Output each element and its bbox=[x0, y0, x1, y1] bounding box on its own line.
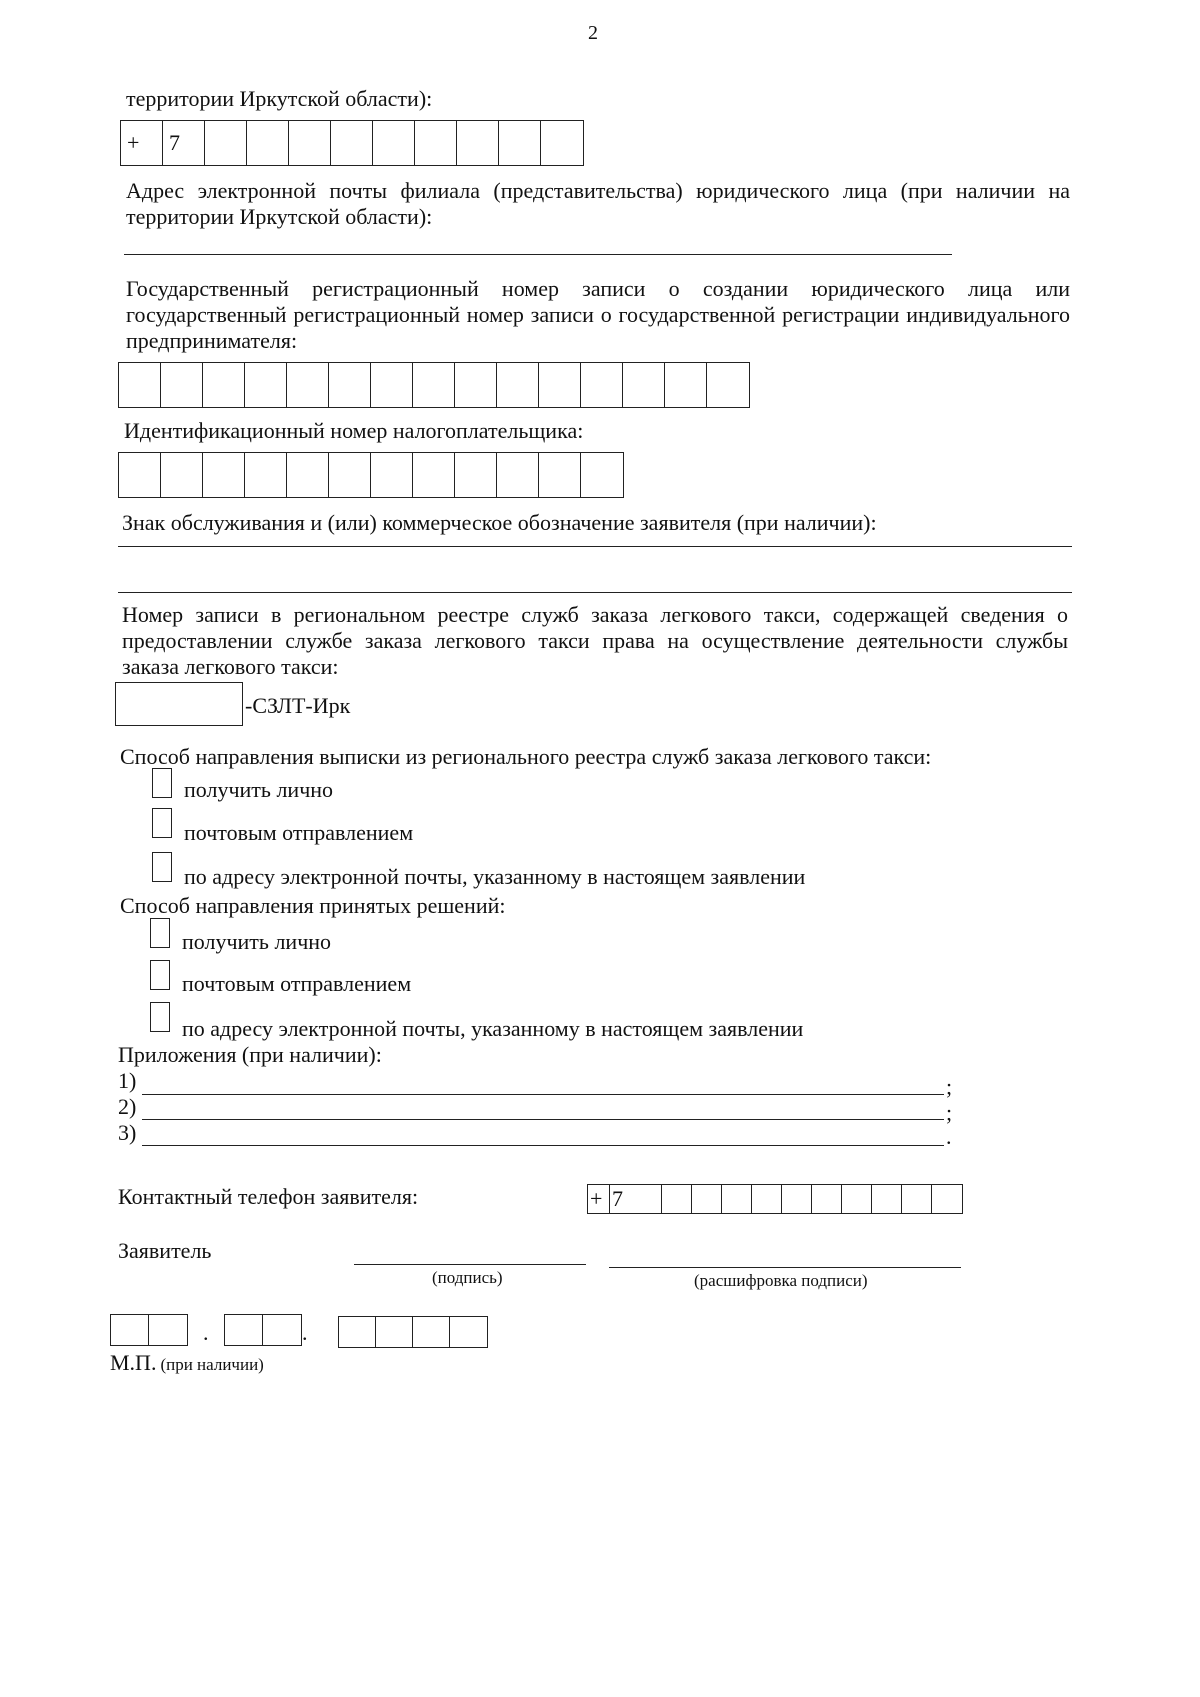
date-digit-cell[interactable] bbox=[339, 1317, 376, 1347]
phone-seven-cell: 7 bbox=[163, 121, 205, 165]
signature-caption: (подпись) bbox=[432, 1268, 503, 1287]
date-digit-cell[interactable] bbox=[225, 1315, 263, 1345]
ogrn-digit-cell[interactable] bbox=[455, 363, 497, 407]
attachments-label: Приложения (при наличии): bbox=[118, 1042, 382, 1067]
signature-decode-caption: (расшифровка подписи) bbox=[694, 1271, 868, 1290]
contact-phone-label: Контактный телефон заявителя: bbox=[118, 1184, 419, 1209]
stamp-note: (при наличии) bbox=[160, 1355, 264, 1374]
inn-digit-cell[interactable] bbox=[287, 453, 329, 497]
signature-input-line[interactable] bbox=[354, 1264, 586, 1265]
inn-digit-cell[interactable] bbox=[119, 453, 161, 497]
ogrn-digit-cell[interactable] bbox=[413, 363, 455, 407]
registry-label-line-1: Номер записи в региональном реестре служб заказа легкового такси, содержащей сведения о bbox=[122, 602, 1068, 627]
decision-option-checkbox[interactable] bbox=[150, 1002, 170, 1032]
inn-label: Идентификационный номер налогоплательщика: bbox=[124, 418, 584, 443]
ogrn-digit-cell[interactable] bbox=[245, 363, 287, 407]
decision-option-label: почтовым отправлением bbox=[182, 971, 412, 996]
trademark-input-line-1[interactable] bbox=[118, 546, 1072, 547]
ogrn-digit-cell[interactable] bbox=[581, 363, 623, 407]
decision-method-label: Способ направления принятых решений: bbox=[120, 893, 506, 918]
contact-phone-digit-cell[interactable] bbox=[692, 1185, 722, 1213]
ogrn-label-line-3: предпринимателя: bbox=[126, 328, 298, 353]
contact-phone-digit-cell[interactable] bbox=[932, 1185, 962, 1213]
contact-phone-digit-cell[interactable] bbox=[722, 1185, 752, 1213]
ogrn-digit-cell[interactable] bbox=[707, 363, 749, 407]
attachment-number: 3) bbox=[118, 1120, 137, 1145]
inn-digit-cell[interactable] bbox=[497, 453, 539, 497]
trademark-label: Знак обслуживания и (или) коммерческое обозначение заявителя (при наличии): bbox=[122, 510, 877, 535]
phone-plus-cell: + bbox=[121, 121, 163, 165]
inn-digit-cell[interactable] bbox=[455, 453, 497, 497]
date-day-cells[interactable] bbox=[110, 1314, 188, 1346]
inn-digit-cell[interactable] bbox=[581, 453, 623, 497]
registry-label-line-2: предоставлении службе заказа легкового такси права на осуществление деятельности службы bbox=[122, 628, 1068, 653]
date-separator: . bbox=[203, 1320, 209, 1345]
inn-digit-cell[interactable] bbox=[539, 453, 581, 497]
phone-digit-cell[interactable] bbox=[457, 121, 499, 165]
inn-digit-cell[interactable] bbox=[161, 453, 203, 497]
extract-option-checkbox[interactable] bbox=[152, 852, 172, 882]
contact-phone-digit-cell[interactable] bbox=[662, 1185, 692, 1213]
date-digit-cell[interactable] bbox=[376, 1317, 413, 1347]
decision-option-label: получить лично bbox=[182, 929, 332, 954]
ogrn-digit-cell[interactable] bbox=[329, 363, 371, 407]
intro-line: территории Иркутской области): bbox=[126, 86, 433, 111]
applicant-label: Заявитель bbox=[118, 1238, 212, 1263]
date-digit-cell[interactable] bbox=[413, 1317, 450, 1347]
extract-method-label: Способ направления выписки из регионального реестра служб заказа легкового такси: bbox=[120, 744, 932, 769]
attachment-number: 2) bbox=[118, 1094, 137, 1119]
inn-digit-cell[interactable] bbox=[329, 453, 371, 497]
date-separator: . bbox=[302, 1320, 308, 1345]
contact-phone-digit-cell[interactable] bbox=[812, 1185, 842, 1213]
attachment-end-mark: ; bbox=[946, 1100, 953, 1125]
contact-phone-digit-cell[interactable] bbox=[782, 1185, 812, 1213]
date-digit-cell[interactable] bbox=[263, 1315, 301, 1345]
phone-digit-cell[interactable] bbox=[541, 121, 583, 165]
phone-digit-cell[interactable] bbox=[289, 121, 331, 165]
email-label-line-1: Адрес электронной почты филиала (представительства) юридического лица (при наличии на bbox=[126, 178, 1070, 203]
ogrn-label-line-1: Государственный регистрационный номер записи о создании юридического лица или bbox=[126, 276, 1070, 301]
contact-phone-plus-cell: + bbox=[588, 1185, 610, 1213]
date-digit-cell[interactable] bbox=[450, 1317, 487, 1347]
email-input-line[interactable] bbox=[124, 254, 952, 255]
date-month-cells[interactable] bbox=[224, 1314, 302, 1346]
ogrn-digit-cell[interactable] bbox=[287, 363, 329, 407]
ogrn-digit-cell[interactable] bbox=[161, 363, 203, 407]
contact-phone-digit-cell[interactable] bbox=[872, 1185, 902, 1213]
inn-digit-cell[interactable] bbox=[413, 453, 455, 497]
extract-option-checkbox[interactable] bbox=[152, 808, 172, 838]
stamp-block bbox=[110, 1350, 264, 1376]
ogrn-digit-cell[interactable] bbox=[665, 363, 707, 407]
contact-phone-digit-cell[interactable] bbox=[902, 1185, 932, 1213]
inn-digit-cell[interactable] bbox=[245, 453, 287, 497]
attachment-input-line[interactable] bbox=[142, 1119, 944, 1120]
attachment-end-mark: ; bbox=[946, 1074, 953, 1099]
inn-digit-cell[interactable] bbox=[371, 453, 413, 497]
trademark-input-line-2[interactable] bbox=[118, 592, 1072, 593]
decision-option-label: по адресу электронной почты, указанному в настоящем заявлении bbox=[182, 1016, 804, 1041]
ogrn-digit-cell[interactable] bbox=[203, 363, 245, 407]
extract-option-label: почтовым отправлением bbox=[184, 820, 414, 845]
contact-phone-seven-cell: 7 bbox=[610, 1185, 662, 1213]
ogrn-digit-cell[interactable] bbox=[539, 363, 581, 407]
phone-digit-cell[interactable] bbox=[499, 121, 541, 165]
contact-phone-digit-cell[interactable] bbox=[752, 1185, 782, 1213]
inn-digit-cell[interactable] bbox=[203, 453, 245, 497]
registry-suffix: -СЗЛТ-Ирк bbox=[245, 693, 351, 718]
ogrn-digit-cell[interactable] bbox=[119, 363, 161, 407]
ogrn-label-line-2: государственный регистрационный номер записи о государственной регистрации индивидуального bbox=[126, 302, 1070, 327]
attachment-end-mark: . bbox=[946, 1124, 952, 1149]
date-digit-cell[interactable] bbox=[149, 1315, 187, 1345]
signature-decode-input-line[interactable] bbox=[609, 1267, 961, 1268]
decision-option-checkbox[interactable] bbox=[150, 918, 170, 948]
attachment-number: 1) bbox=[118, 1068, 137, 1093]
ogrn-digit-cell[interactable] bbox=[623, 363, 665, 407]
phone-digit-cell[interactable] bbox=[247, 121, 289, 165]
phone-digit-cell[interactable] bbox=[331, 121, 373, 165]
phone-digit-cell[interactable] bbox=[415, 121, 457, 165]
stamp-label: М.П. bbox=[110, 1350, 157, 1375]
ogrn-digit-cell[interactable] bbox=[497, 363, 539, 407]
ogrn-digit-cell[interactable] bbox=[371, 363, 413, 407]
extract-option-label: по адресу электронной почты, указанному в настоящем заявлении bbox=[184, 864, 806, 889]
date-year-cells[interactable] bbox=[338, 1316, 488, 1348]
phone-digit-cell[interactable] bbox=[373, 121, 415, 165]
email-label-line-2: территории Иркутской области): bbox=[126, 204, 433, 229]
date-digit-cell[interactable] bbox=[111, 1315, 149, 1345]
extract-option-label: получить лично bbox=[184, 777, 334, 802]
attachment-input-line[interactable] bbox=[142, 1145, 944, 1146]
branch-phone-cells[interactable] bbox=[120, 120, 584, 166]
contact-phone-digit-cell[interactable] bbox=[842, 1185, 872, 1213]
registry-label-line-3: заказа легкового такси: bbox=[122, 654, 339, 679]
registry-number-input[interactable] bbox=[115, 682, 243, 726]
page-number: 2 bbox=[588, 22, 598, 44]
decision-option-checkbox[interactable] bbox=[150, 960, 170, 990]
extract-option-checkbox[interactable] bbox=[152, 768, 172, 798]
contact-phone-cells[interactable] bbox=[587, 1184, 963, 1214]
attachment-input-line[interactable] bbox=[142, 1094, 944, 1095]
inn-cells[interactable] bbox=[118, 452, 624, 498]
phone-digit-cell[interactable] bbox=[205, 121, 247, 165]
ogrn-cells[interactable] bbox=[118, 362, 750, 408]
